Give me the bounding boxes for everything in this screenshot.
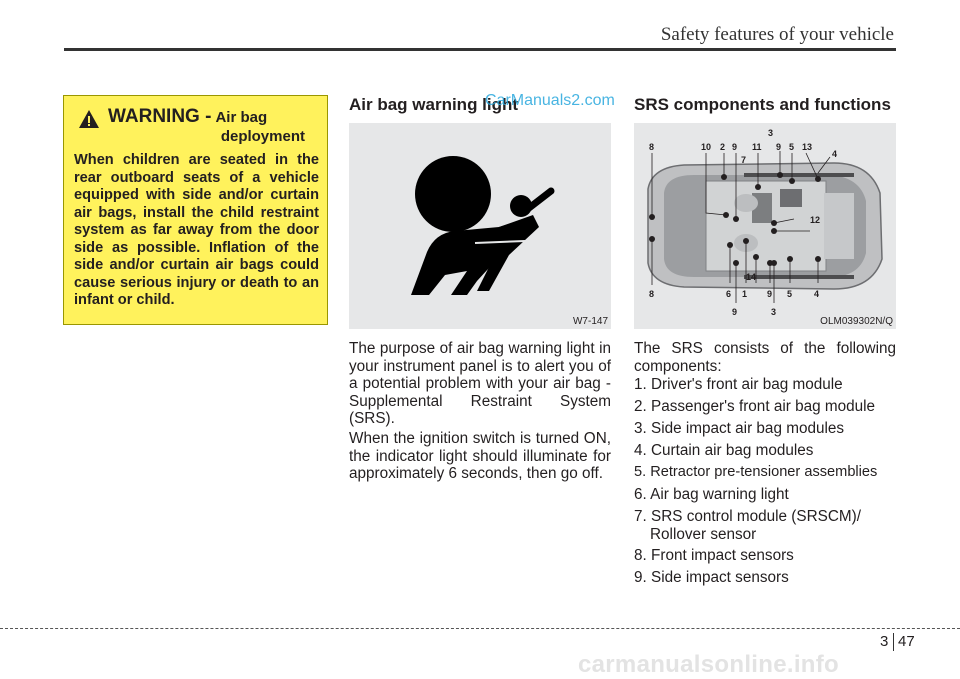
svg-text:5: 5 xyxy=(789,142,795,152)
warning-heading xyxy=(74,106,319,129)
page-number: 47 xyxy=(898,633,915,650)
airbag-light-figure xyxy=(349,123,611,329)
section-number: 3 xyxy=(880,633,889,650)
svg-text:4: 4 xyxy=(814,289,820,299)
list-item: 7. SRS control module (SRSCM)/ xyxy=(634,507,861,525)
warning-triangle-icon xyxy=(78,109,100,129)
watermark: CarManuals2.com xyxy=(485,92,615,109)
srs-intro: The SRS consists of the following components: xyxy=(634,340,896,375)
svg-text:3: 3 xyxy=(771,307,777,317)
srs-diagram xyxy=(634,123,896,329)
svg-text:7: 7 xyxy=(741,155,747,165)
section-title: Safety features of your vehicle xyxy=(660,24,894,45)
svg-text:9: 9 xyxy=(776,142,782,152)
figure-code: OLM039302N/Q xyxy=(820,316,893,327)
list-item: 8. Front impact sensors xyxy=(634,547,794,565)
svg-text:12: 12 xyxy=(810,215,821,225)
list-item: 2. Passenger's front air bag module xyxy=(634,397,876,415)
svg-text:9: 9 xyxy=(732,307,738,317)
footer-watermark: carmanualsonline.info xyxy=(578,651,840,678)
list-item: 5. Retractor pre-tensioner assemblies xyxy=(634,463,878,480)
svg-text:9: 9 xyxy=(732,142,738,152)
page-separator xyxy=(893,633,894,651)
list-item: 1. Driver's front air bag module xyxy=(634,376,843,393)
svg-text:11: 11 xyxy=(752,142,762,152)
airbag-light-title: Air bag warning light xyxy=(349,95,519,114)
svg-text:6: 6 xyxy=(726,289,732,299)
list-item: 4. Curtain air bag modules xyxy=(634,441,814,459)
svg-text:10: 10 xyxy=(701,142,712,152)
car-topview-diagram xyxy=(634,123,896,329)
svg-text:14: 14 xyxy=(746,272,757,282)
footer-rule xyxy=(0,628,960,629)
seated-passenger-airbag-icon xyxy=(349,123,611,329)
airbag-light-para-1: The purpose of air bag warning light in your instrument panel is to alert you of a potential problem with your air bag - Supplemental Restraint System (SRS). xyxy=(349,340,611,428)
list-item: 3. Side impact air bag modules xyxy=(634,419,845,437)
list-item: 6. Air bag warning light xyxy=(634,485,789,503)
header-rule xyxy=(64,48,896,51)
svg-text:3: 3 xyxy=(768,128,774,138)
svg-text:2: 2 xyxy=(720,142,726,152)
warning-body: When children are seated in the rear outboard seats of a vehicle equipped with side and/or curtain air bags, install the child restraint system as far away from the door side as possible. Inflation of the side and/or curtain air bags could cause serious injury or death to an infant or child. xyxy=(74,152,319,308)
svg-text:4: 4 xyxy=(832,149,838,159)
warning-subtitle-1: Air bag xyxy=(215,109,268,126)
list-item-continuation: Rollover sensor xyxy=(650,525,757,543)
airbag-light-para-2: When the ignition switch is turned ON, the indicator light should illuminate for approximately 6 seconds, then go off. xyxy=(349,430,611,483)
svg-text:13: 13 xyxy=(802,142,813,152)
svg-text:9: 9 xyxy=(767,289,773,299)
figure-code: W7-147 xyxy=(572,316,608,327)
warning-subtitle-2: deployment xyxy=(220,128,305,145)
svg-text:8: 8 xyxy=(649,142,655,152)
svg-text:1: 1 xyxy=(742,289,748,299)
srs-component-list xyxy=(634,376,900,591)
svg-text:8: 8 xyxy=(649,289,655,299)
list-item: 9. Side impact sensors xyxy=(634,569,789,587)
warning-box xyxy=(63,95,328,325)
srs-title: SRS components and functions xyxy=(634,95,891,114)
warning-title: WARNING - xyxy=(108,106,212,127)
svg-text:5: 5 xyxy=(787,289,793,299)
